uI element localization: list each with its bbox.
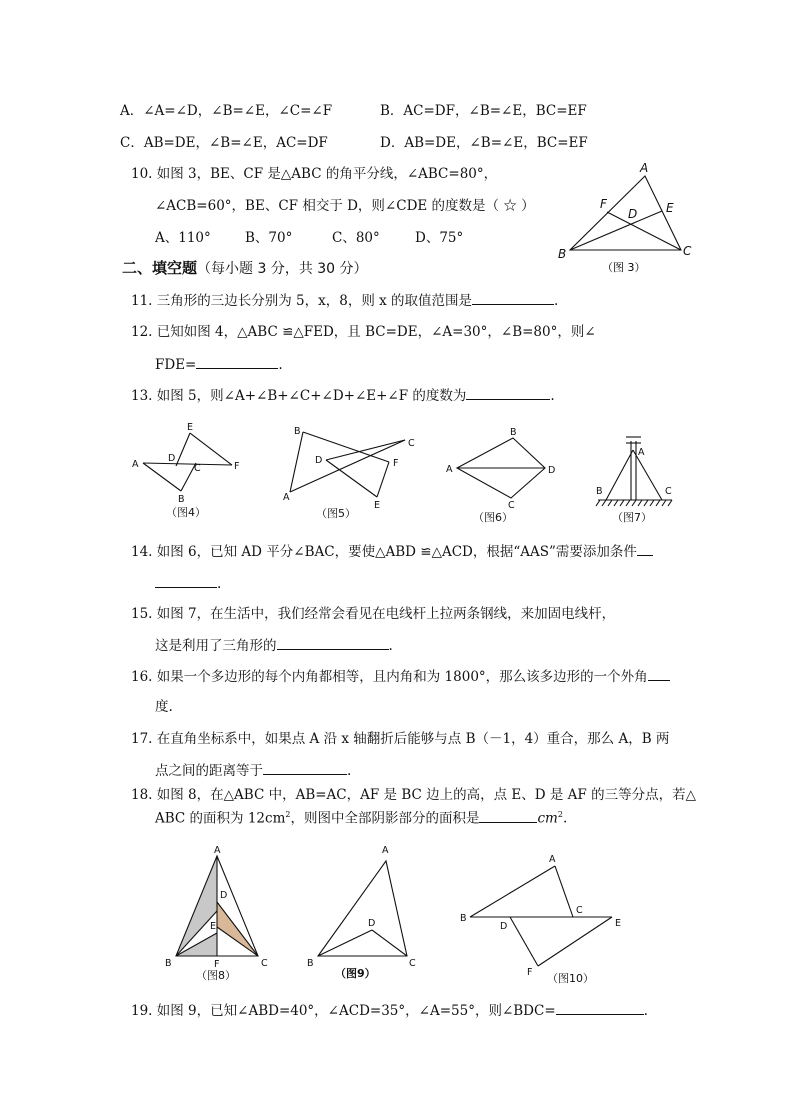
figure-3: [570, 176, 681, 250]
q19-end: .: [643, 1003, 648, 1019]
fig4-line-ed: [176, 433, 190, 466]
q10-option-d: D、75°: [415, 230, 464, 246]
fig9-label-c: C: [409, 958, 416, 969]
figure-5: [290, 432, 405, 497]
fig10-line-ac: [555, 866, 573, 917]
fig9-label-b: B: [307, 958, 314, 969]
figure-7: [596, 437, 672, 506]
fig7-label-c: C: [665, 486, 672, 497]
q11-text: 11. 三角形的三边长分别为 5，x，8，则 x 的取值范围是: [131, 293, 473, 309]
fig3-label-e: E: [666, 201, 674, 215]
q9-option-b: B．AC=DF，∠B=∠E，BC=EF: [380, 103, 587, 119]
fig4-label-a: A: [132, 459, 139, 470]
q18-sup: 2: [285, 810, 291, 819]
q9-option-c: C．AB=DE，∠B=∠E，AC=DF: [120, 135, 328, 151]
fig6-label-b: B: [510, 427, 517, 438]
fig4-label-f: F: [234, 461, 240, 472]
q14-text: 14. 如图 6，已知 AD 平分∠BAC，要使△ABD ≌△ACD，根据“AAS”需要添加条件: [131, 544, 637, 560]
fig4-line-af: [143, 463, 232, 465]
section-title: 二、填空题: [122, 259, 198, 277]
fig8-label-b: B: [165, 958, 172, 969]
fig4-line-ab: [143, 463, 181, 491]
fig4-caption: （图4）: [166, 506, 206, 519]
fig8-label-e: E: [210, 921, 217, 932]
fig4-label-b: B: [178, 494, 185, 505]
fig6-label-a: A: [446, 464, 453, 475]
q10-line2: ∠ACB=60°，BE、CF 相交于 D，则∠CDE 的度数是（ ☆ ）: [155, 198, 535, 214]
q10-line1: 10. 如图 3，BE、CF 是△ABC 的角平分线，∠ABC=80°，: [131, 166, 498, 182]
section-note: （每小题 3 分，共 30 分）: [197, 261, 368, 277]
fig10-label-c: C: [576, 905, 583, 916]
fig3-triangle: [570, 176, 681, 250]
q17-end: .: [347, 763, 352, 779]
q10-option-a: A、110°: [155, 230, 211, 246]
q12-line1: 12. 已知如图 4，△ABC ≌△FED，且 BC=DE，∠A=30°，∠B=80°，则∠: [131, 324, 596, 340]
fig6-label-d: D: [548, 465, 556, 476]
fig7-ground-hatch: [596, 500, 672, 506]
q12-text: FDE=: [155, 357, 197, 373]
fig5-label-e: E: [374, 500, 381, 511]
fig10-line-ef: [538, 917, 612, 966]
fig7-label-a: A: [638, 447, 645, 458]
fig4-label-e: E: [187, 422, 194, 433]
q15-line1: 15. 如图 7，在生活中，我们经常会看见在电线杆上拉两条钢线，来加固电线杆，: [131, 606, 616, 622]
fig6-caption: （图6）: [473, 511, 513, 524]
fig8-label-a: A: [214, 845, 221, 856]
fig5-label-f: F: [393, 458, 399, 469]
q11-end: .: [554, 293, 559, 309]
fig3-label-b: B: [558, 247, 567, 261]
q16-line2: 度.: [155, 699, 173, 715]
fig5-label-a: A: [283, 492, 290, 503]
q15-text: 这是利用了三角形的: [155, 638, 277, 654]
fig5-line-de: [326, 460, 377, 497]
fig4-label-d: D: [168, 453, 176, 464]
fig8-label-f: F: [214, 959, 220, 970]
figure-10: [470, 866, 612, 966]
figure-6: [457, 438, 545, 498]
fig4-label-c: C: [194, 463, 201, 474]
q19-text: 19. 如图 9，已知∠ABD=40°，∠ACD=35°，∠A=55°，则∠BDC=: [131, 1003, 556, 1019]
fig10-label-a: A: [549, 854, 556, 865]
fig5-label-b: B: [294, 426, 301, 437]
fig9-triangle: [318, 861, 407, 956]
q18-line1: 18. 如图 8，在△ABC 中，AB=AC，AF 是 BC 边上的高，点 E、D 是 AF 的三等分点，若△: [131, 787, 696, 803]
fig9-line-bd: [318, 930, 372, 956]
q16-text: 16. 如果一个多边形的每个内角都相等，且内角和为 1800°，那么该多边形的一个外角: [131, 669, 648, 685]
q13-end: .: [550, 388, 555, 404]
fig6-label-c: C: [508, 500, 515, 511]
figure-4: [143, 433, 232, 491]
fig9-label-a: A: [382, 845, 389, 856]
fig3-label-c: C: [683, 244, 692, 258]
fig5-line-ba: [290, 432, 303, 492]
q12-end: .: [278, 357, 283, 373]
fig10-caption: （图10）: [547, 972, 594, 985]
q15-end: .: [388, 638, 393, 654]
fig8-label-c: C: [261, 958, 268, 969]
fig5-label-c: C: [408, 438, 415, 449]
fig7-wire-b: [606, 450, 633, 500]
fig3-label-d: D: [628, 207, 638, 221]
figure-9: [318, 861, 407, 956]
q9-option-d: D．AB=DE，∠B=∠E，BC=EF: [380, 135, 588, 151]
q18-unit: cm: [537, 810, 558, 827]
fig10-label-e: E: [615, 918, 622, 929]
q13-text: 13. 如图 5，则∠A+∠B+∠C+∠D+∠E+∠F 的度数为: [131, 388, 467, 404]
fig10-label-f: F: [527, 967, 533, 978]
fig5-caption: （图5）: [316, 507, 356, 520]
fig8-label-d: D: [220, 890, 228, 901]
fig5-line-cd: [326, 440, 405, 460]
q9-option-a: A．∠A=∠D，∠B=∠E，∠C=∠F: [120, 103, 333, 119]
fig3-caption: （图 3）: [602, 261, 646, 274]
fig9-caption: （图9）: [335, 967, 376, 980]
fig7-caption: （图7）: [612, 511, 652, 524]
fig10-label-d: D: [500, 921, 508, 932]
fig5-line-ef: [377, 462, 389, 497]
figure-8: [176, 856, 258, 956]
q18-text-a: ABC 的面积为 12cm: [155, 810, 286, 827]
q18-end: .: [562, 810, 568, 827]
q10-option-c: C、80°: [332, 230, 380, 246]
fig9-label-d: D: [368, 918, 376, 929]
fig3-line-cf: [607, 212, 681, 250]
fig10-label-b: B: [460, 913, 467, 924]
q10-option-b: B、70°: [245, 230, 293, 246]
q18-text-b: ，则图中全部阴影部分的面积是: [290, 810, 480, 827]
fig7-label-b: B: [596, 486, 603, 497]
q17-text: 点之间的距离等于: [155, 763, 263, 779]
fig10-line-fd: [510, 917, 538, 966]
fig8-caption: （图8）: [196, 969, 236, 982]
fig3-label-a: A: [640, 161, 649, 175]
fig5-label-d: D: [315, 455, 323, 466]
fig3-label-f: F: [600, 197, 607, 211]
q14-end: .: [217, 576, 222, 592]
fig4-line-ef: [190, 433, 232, 465]
q17-line1: 17. 在直角坐标系中，如果点 A 沿 x 轴翻折后能够与点 B（－1，4）重合，那么 A，B 两: [131, 731, 670, 747]
q18-unit-sup: 2: [557, 810, 563, 819]
fig10-line-ba: [470, 866, 555, 917]
